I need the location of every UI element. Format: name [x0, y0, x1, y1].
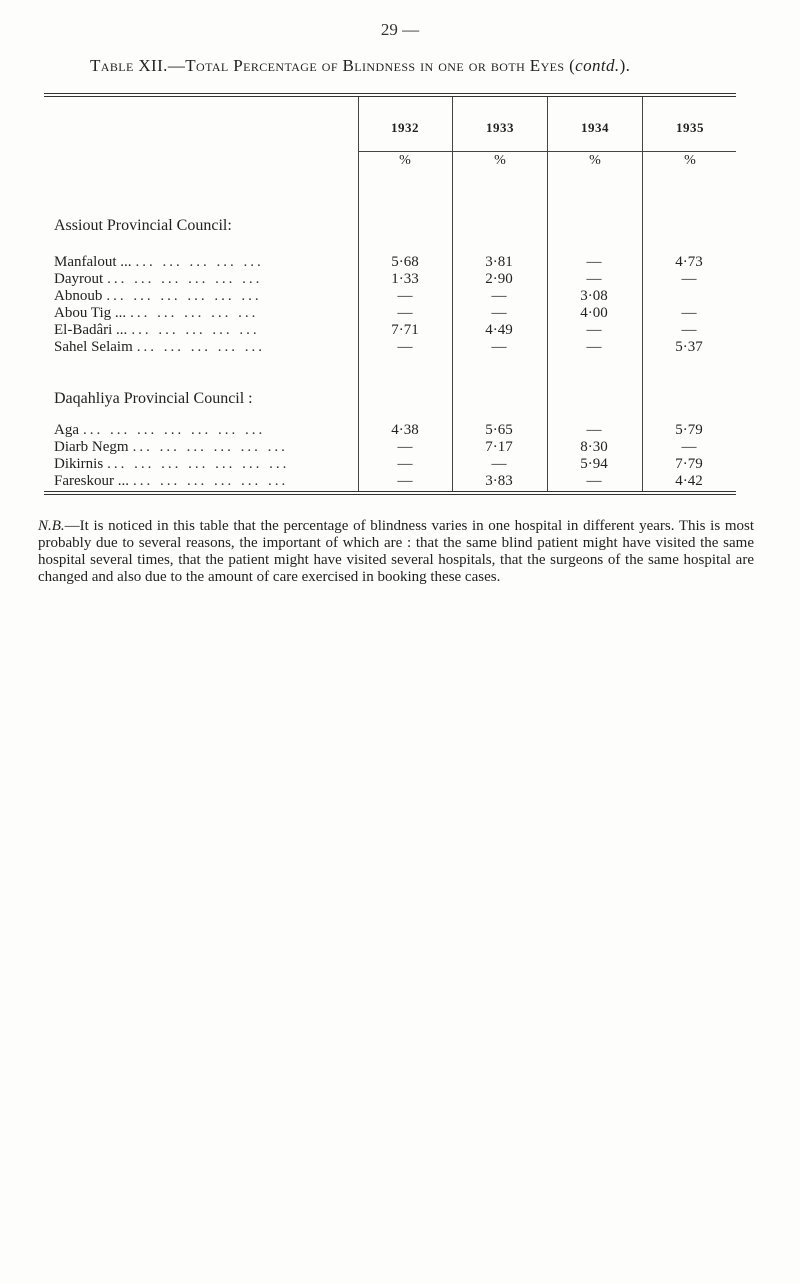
unit-label: % [494, 153, 506, 168]
table-cell: — [681, 439, 697, 455]
table-cell: — [586, 322, 602, 338]
table-cell: 1·33 [391, 271, 419, 287]
blindness-table [44, 93, 736, 495]
table-cell: 4·73 [675, 254, 703, 270]
table-row-label: Manfalout ... ... ... ... ... ... [54, 254, 264, 270]
column-divider [452, 97, 453, 491]
table-cell: — [491, 305, 507, 321]
page-number: 29 — [380, 20, 420, 39]
table-cell: — [586, 271, 602, 287]
table-cell: 7·71 [391, 322, 419, 338]
year-header: 1935 [676, 120, 704, 135]
table-cell: 3·81 [485, 254, 513, 270]
footnote-text: —It is noticed in this table that the percentage of blindness varies in one hospital in different years. This is most probably due to several reasons, the important of which are : that the same blind patient might have visited the same hospital several times, that the patient might have visited several hospitals, that the surgeons of the same hospital are changed and also due to the amount of care exercised in booking these cases. [38, 518, 754, 585]
table-cell: 5·79 [675, 422, 703, 438]
table-row-label: Abnoub ... ... ... ... ... ... [54, 288, 262, 304]
table-title-main: Table XII.—Total Percentage of Blindness in one or both Eyes ( [90, 56, 576, 75]
footnote-label: N.B. [38, 518, 65, 534]
year-header: 1934 [581, 120, 609, 135]
group-heading: Daqahliya Provincial Council : [54, 390, 253, 407]
table-cell: 4·00 [580, 305, 608, 321]
table-row-label: Fareskour ... ... ... ... ... ... ... [54, 473, 289, 489]
table-cell: — [586, 339, 602, 355]
table-top-rule-2 [44, 96, 736, 97]
table-cell: — [586, 473, 602, 489]
table-cell: — [586, 422, 602, 438]
table-cell: 8·30 [580, 439, 608, 455]
table-row-label: Abou Tig ... ... ... ... ... ... [54, 305, 259, 321]
table-cell: — [491, 288, 507, 304]
footnote [38, 518, 754, 586]
table-cell: — [397, 456, 413, 472]
table-cell: 3·83 [485, 473, 513, 489]
table-cell: — [681, 271, 697, 287]
table-cell: — [681, 305, 697, 321]
table-row-label: Diarb Negm ... ... ... ... ... ... [54, 439, 288, 455]
table-cell: 5·37 [675, 339, 703, 355]
table-top-rule [44, 93, 736, 94]
table-row-label: Sahel Selaim ... ... ... ... ... [54, 339, 265, 355]
table-cell: — [397, 288, 413, 304]
table-cell: — [491, 339, 507, 355]
table-row-label: Aga ... ... ... ... ... ... ... [54, 422, 266, 438]
table-cell: 4·38 [391, 422, 419, 438]
table-cell: — [397, 439, 413, 455]
year-header: 1932 [391, 120, 419, 135]
unit-label: % [399, 153, 411, 168]
table-row-label: Dikirnis ... ... ... ... ... ... ... [54, 456, 290, 472]
table-bottom-rule-2 [44, 494, 736, 495]
table-title-contd: contd. [575, 56, 620, 75]
column-divider [547, 97, 548, 491]
year-header: 1933 [486, 120, 514, 135]
table-cell: 7·79 [675, 456, 703, 472]
table-cell: 4·49 [485, 322, 513, 338]
table-cell: — [491, 456, 507, 472]
group-heading: Assiout Provincial Council: [54, 217, 232, 234]
column-divider [358, 97, 359, 491]
table-cell: — [681, 322, 697, 338]
table-cell: — [397, 305, 413, 321]
unit-label: % [589, 153, 601, 168]
header-underline [358, 151, 736, 152]
table-cell: 4·42 [675, 473, 703, 489]
table-row-label: Dayrout ... ... ... ... ... ... [54, 271, 263, 287]
column-divider [642, 97, 643, 491]
table-cell: 5·68 [391, 254, 419, 270]
table-cell: 5·65 [485, 422, 513, 438]
table-cell: — [397, 473, 413, 489]
table-cell: — [397, 339, 413, 355]
table-cell: 5·94 [580, 456, 608, 472]
table-cell: — [586, 254, 602, 270]
table-cell: 7·17 [485, 439, 513, 455]
table-cell: 2·90 [485, 271, 513, 287]
table-bottom-rule [44, 491, 736, 492]
unit-label: % [684, 153, 696, 168]
table-cell: 3·08 [580, 288, 608, 304]
table-title [90, 56, 730, 76]
table-title-tail: ). [619, 56, 631, 75]
table-row-label: El-Badâri ... ... ... ... ... ... [54, 322, 260, 338]
